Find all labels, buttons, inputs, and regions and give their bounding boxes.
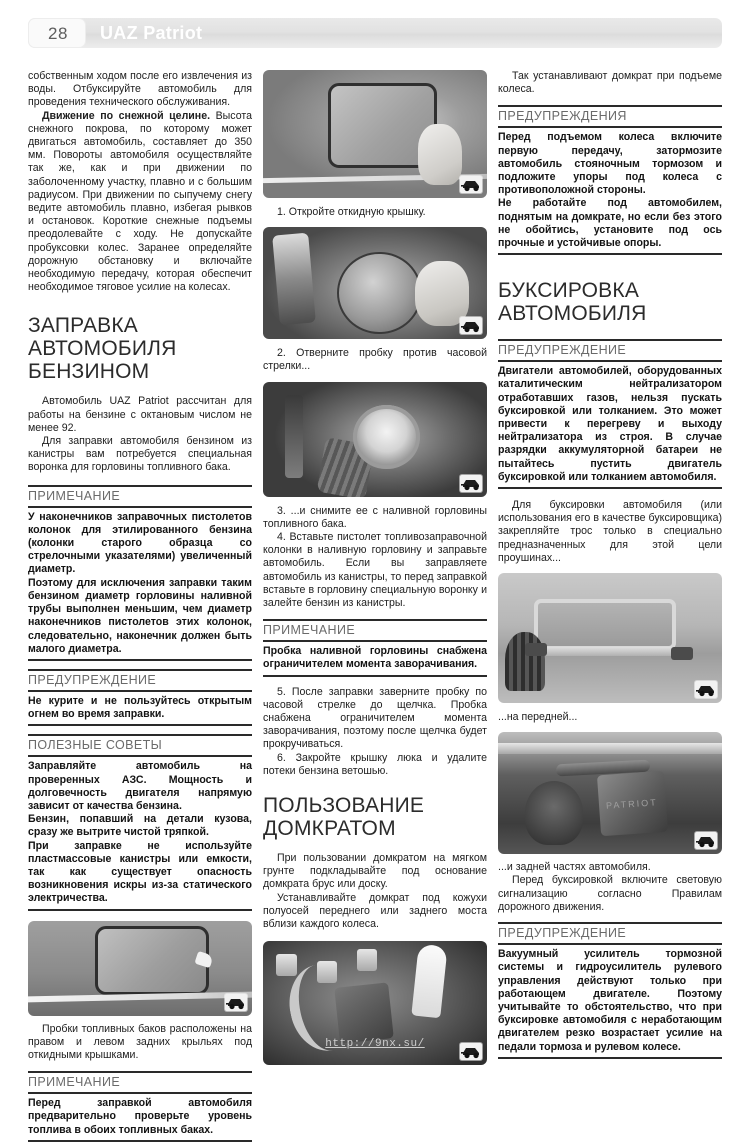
warning-text xyxy=(498,365,722,484)
jack-paragraph-2: Устанавливайте домкрат под кожухи полуосей переднего или заднего моста вблизи каждого колеса. xyxy=(263,891,487,931)
hand-shape xyxy=(415,261,469,326)
photo-content xyxy=(263,382,487,497)
divider xyxy=(263,619,487,621)
note-text xyxy=(263,645,487,671)
photo-content xyxy=(498,732,722,854)
divider xyxy=(28,734,252,736)
note-box-1 xyxy=(28,485,252,661)
paragraph-step-5: 5. После заправки заверните пробку по часовой стрелке до щелчка. Пробка снабжена ограничителем момента заворачивания, поэтому после щелчка будет прокручиваться. xyxy=(263,685,487,751)
warning-paragraph: Двигатели автомобилей, оборудованных каталитическим нейтрализатором отработавших газов, нельзя пускать буксировкой или толканием. Это может привести к перегреву и выходу нейтрализатора из строя. В случае разрядки аккумуляторной батареи не пытайтесь пустить двигатель буксировкой или толканием автомобиля. xyxy=(498,365,722,483)
heading-refueling: ЗАПРАВКА АВТОМОБИЛЯ БЕНЗИНОМ xyxy=(28,314,177,384)
divider xyxy=(498,360,722,362)
photo-content xyxy=(498,573,722,703)
divider xyxy=(28,506,252,508)
warning-box-towing xyxy=(498,339,722,489)
divider xyxy=(28,485,252,487)
paragraph-step-6: 6. Закройте крышку люка и удалите потеки бензина ветошью. xyxy=(263,751,487,777)
photo-rear-tow-eye xyxy=(498,732,722,854)
note-paragraph: Перед заправкой автомобиля предварительно проверьте уровень топлива в обоих топливных баках. xyxy=(28,1097,252,1136)
caption-fuel-flap: Пробки топливных баков расположены на правом и левом задних крыльях под откидными крышками. xyxy=(28,1022,252,1061)
page-title: UAZ Patriot xyxy=(100,23,203,43)
divider xyxy=(28,1092,252,1094)
fuel-flap-shape xyxy=(95,926,209,995)
warnings-box-jack xyxy=(498,105,722,255)
left-column xyxy=(28,70,252,1142)
middle-column xyxy=(263,70,487,1065)
note-label: ПРИМЕЧАНИЕ xyxy=(28,488,121,503)
towing-paragraph-1: Для буксировки автомобиля (или использования его в качестве буксировщика) закрепляйте трос только в специально предназначенных для этой цели проушинах... xyxy=(498,499,722,564)
divider xyxy=(498,339,722,341)
warnings-text xyxy=(498,131,722,250)
heading-jack-usage: ПОЛЬЗОВАНИЕ ДОМКРАТОМ xyxy=(263,794,425,841)
divider xyxy=(498,922,722,924)
tank-brand-text: PATRIOT xyxy=(605,797,658,812)
footer-watermark: http://9nx.su/ xyxy=(325,1038,425,1050)
jack-paragraph-1: При пользовании домкратом на мягком грунте подкладывайте под основание домкрата брус или доску. xyxy=(263,852,487,891)
warning-label: ПРЕДУПРЕЖДЕНИЕ xyxy=(498,343,627,358)
axle-bracket-shape xyxy=(334,982,393,1043)
car-side-icon xyxy=(695,681,717,698)
note-box-mid xyxy=(263,619,487,676)
tips-text xyxy=(28,760,252,905)
warnings-label: ПРЕДУПРЕЖДЕНИЯ xyxy=(498,109,627,124)
fuel-cap-shape xyxy=(337,252,422,334)
warning-label: ПРЕДУПРЕЖДЕНИЕ xyxy=(28,672,157,687)
car-side-icon xyxy=(460,176,482,193)
snow-body: Высота снежного покрова, по которому может двигаться автомобиль, составляет до 350 мм. Повороты автомобиля осуществляйте так же, как и при движении по заболоченному участку, плавно и с большим радиусом. При движении по сыпучему снегу ведите автомобиль плавно, избегая рывков и остановок. Короткие снежные подъемы преодолевайте с ходу. Не допускайте пробуксовки колес. Заранее определяйте дорожную обстановку и включайте необходимую передачу, которая обеспечит необходимое тяговое усилие на колесах. xyxy=(28,109,252,294)
paragraph-snow xyxy=(28,110,252,295)
photo-front-tow-eye xyxy=(498,573,722,703)
divider xyxy=(498,1057,722,1059)
photo-step-3-remove-cap xyxy=(263,382,487,497)
warning-text xyxy=(28,695,252,721)
tips-paragraph: Заправляйте автомобиль на проверенных АЗС. Мощность и долговечность двигателя напрямую зависит от качества бензина. xyxy=(28,760,252,812)
caption-front: ...на передней... xyxy=(498,711,578,724)
tips-box xyxy=(28,734,252,910)
photo-content xyxy=(263,70,487,198)
bolt-shape xyxy=(276,954,296,976)
filler-neck-shape xyxy=(353,405,420,469)
warning-label: ПРЕДУПРЕЖДЕНИЕ xyxy=(498,926,627,941)
heading-towing: БУКСИРОВКА АВТОМОБИЛЯ xyxy=(498,279,647,326)
note-label: ПРИМЕЧАНИЕ xyxy=(28,1075,121,1090)
tow-eye-right-shape xyxy=(671,647,693,660)
caption-step-2: 2. Отверните пробку против часовой стрелки... xyxy=(263,347,487,373)
wire-shape xyxy=(285,395,303,478)
page-number: 28 xyxy=(48,24,68,43)
bolt-shape xyxy=(357,949,377,971)
page-header xyxy=(28,18,722,48)
note-text xyxy=(28,1097,252,1137)
tips-label: ПОЛЕЗНЫЕ СОВЕТЫ xyxy=(28,738,163,753)
divider xyxy=(263,640,487,642)
note-paragraph: Пробка наливной горловины снабжена ограничителем момента заворачивания. xyxy=(263,645,487,671)
photo-content xyxy=(28,921,252,1016)
hand-shape xyxy=(418,124,463,185)
warning-paragraph: Не курите и не пользуйтесь открытым огнем во время заправки. xyxy=(28,694,252,721)
divider xyxy=(28,1140,252,1142)
caption-step-1: 1. Откройте откидную крышку. xyxy=(277,206,426,218)
rear-bumper-shape xyxy=(498,743,722,754)
license-plate-shape xyxy=(534,599,676,650)
warning-box-1 xyxy=(28,669,252,726)
car-side-icon xyxy=(695,832,717,849)
car-side-icon xyxy=(225,994,247,1011)
note-paragraph: У наконечников заправочных пистолетов колонок для этилированного бензина (колонки старого образца со стрелочными указателями) увеличенный диаметр. xyxy=(28,510,252,576)
divider xyxy=(28,669,252,671)
warning-paragraph: Вакуумный усилитель тормозной системы и гидроусилитель рулевого управления действуют только при работающем двигателе. Поэтому учитывайте то обстоятельство, что при буксировке автомобиля с неработающим двигателем резко возрастает усилие на педали тормоза и рулевом колесе. xyxy=(498,948,722,1053)
tips-paragraph: При заправке не используйте пластмассовые канистры или емкости, так как существует опасность возникновения искры из-за статического электричества. xyxy=(28,839,252,905)
rear-wheel-shape xyxy=(525,781,583,844)
photo-step-2-unscrew-cap xyxy=(263,227,487,339)
note-text xyxy=(28,511,252,656)
divider xyxy=(28,755,252,757)
divider xyxy=(28,690,252,692)
photo-content xyxy=(263,227,487,339)
tow-eye-left-shape xyxy=(525,643,547,656)
car-side-icon xyxy=(460,317,482,334)
divider xyxy=(498,943,722,945)
warning-paragraph: Не работайте под автомобилем, поднятым на домкрате, но если без этого не обойтись, установите под ось прочные и устойчивые опоры. xyxy=(498,197,722,250)
divider xyxy=(498,105,722,107)
towing-paragraph-2: Перед буксировкой включите световую сигнализацию согласно Правилам дорожного движения. xyxy=(498,874,722,913)
snow-lead-in: Движение по снежной целине. xyxy=(42,109,211,122)
note-label: ПРИМЕЧАНИЕ xyxy=(263,623,356,638)
filler-hose-shape xyxy=(273,233,317,325)
body-sill-shape xyxy=(28,992,252,1003)
paragraph-continued: собственным ходом после его извлечения из воды. Отбуксируйте автомобиль для проведения технического обслуживания. xyxy=(28,70,252,109)
warning-paragraph: Перед подъемом колеса включите первую передачу, затормозите автомобиль стояночным тормозом и подложите упоры под колеса с противоположной стороны. xyxy=(498,131,722,197)
right-column xyxy=(498,70,722,1059)
caption-rear: ...и задней частях автомобиля. xyxy=(498,861,651,874)
page-number-box xyxy=(28,18,86,48)
front-tire-shape xyxy=(505,632,545,692)
paragraph-step-4: 4. Вставьте пистолет топливозаправочной колонки в наливную горловину и заправьте автомобиль. Если вы заправляете автомобиль из канистры, то перед заправкой вставьте в горловину специальную воронку и залейте бензин из канистры. xyxy=(263,531,487,610)
refuel-paragraph-1: Автомобиль UAZ Patriot рассчитан для работы на бензине с октановым числом не менее 92. xyxy=(28,395,252,434)
caption-step-3: 3. ...и снимите ее с наливной горловины топливного бака. xyxy=(263,504,487,530)
divider xyxy=(28,1071,252,1073)
note-box-2 xyxy=(28,1071,252,1142)
car-side-icon xyxy=(460,475,482,492)
photo-step-1-open-flap xyxy=(263,70,487,198)
refuel-paragraph-2: Для заправки автомобиля бензином из канистры вам потребуется специальная воронка для горловины топливного бака. xyxy=(28,435,252,474)
tips-paragraph: Бензин, попавший на детали кузова, сразу же вытрите чистой тряпкой. xyxy=(28,813,252,839)
photo-fuel-flap-location xyxy=(28,921,252,1016)
divider xyxy=(498,126,722,128)
note-paragraph: Поэтому для исключения заправки таким бензином диаметр горловины наливной трубы выполнен меньшим, чем диаметр наконечников пистолетов этих колонок, следовательно, наконечник должен быть малого диаметра. xyxy=(28,576,252,655)
jack-shape xyxy=(412,944,448,1019)
caption-jack-usage: Так устанавливают домкрат при подъеме колеса. xyxy=(498,70,722,96)
